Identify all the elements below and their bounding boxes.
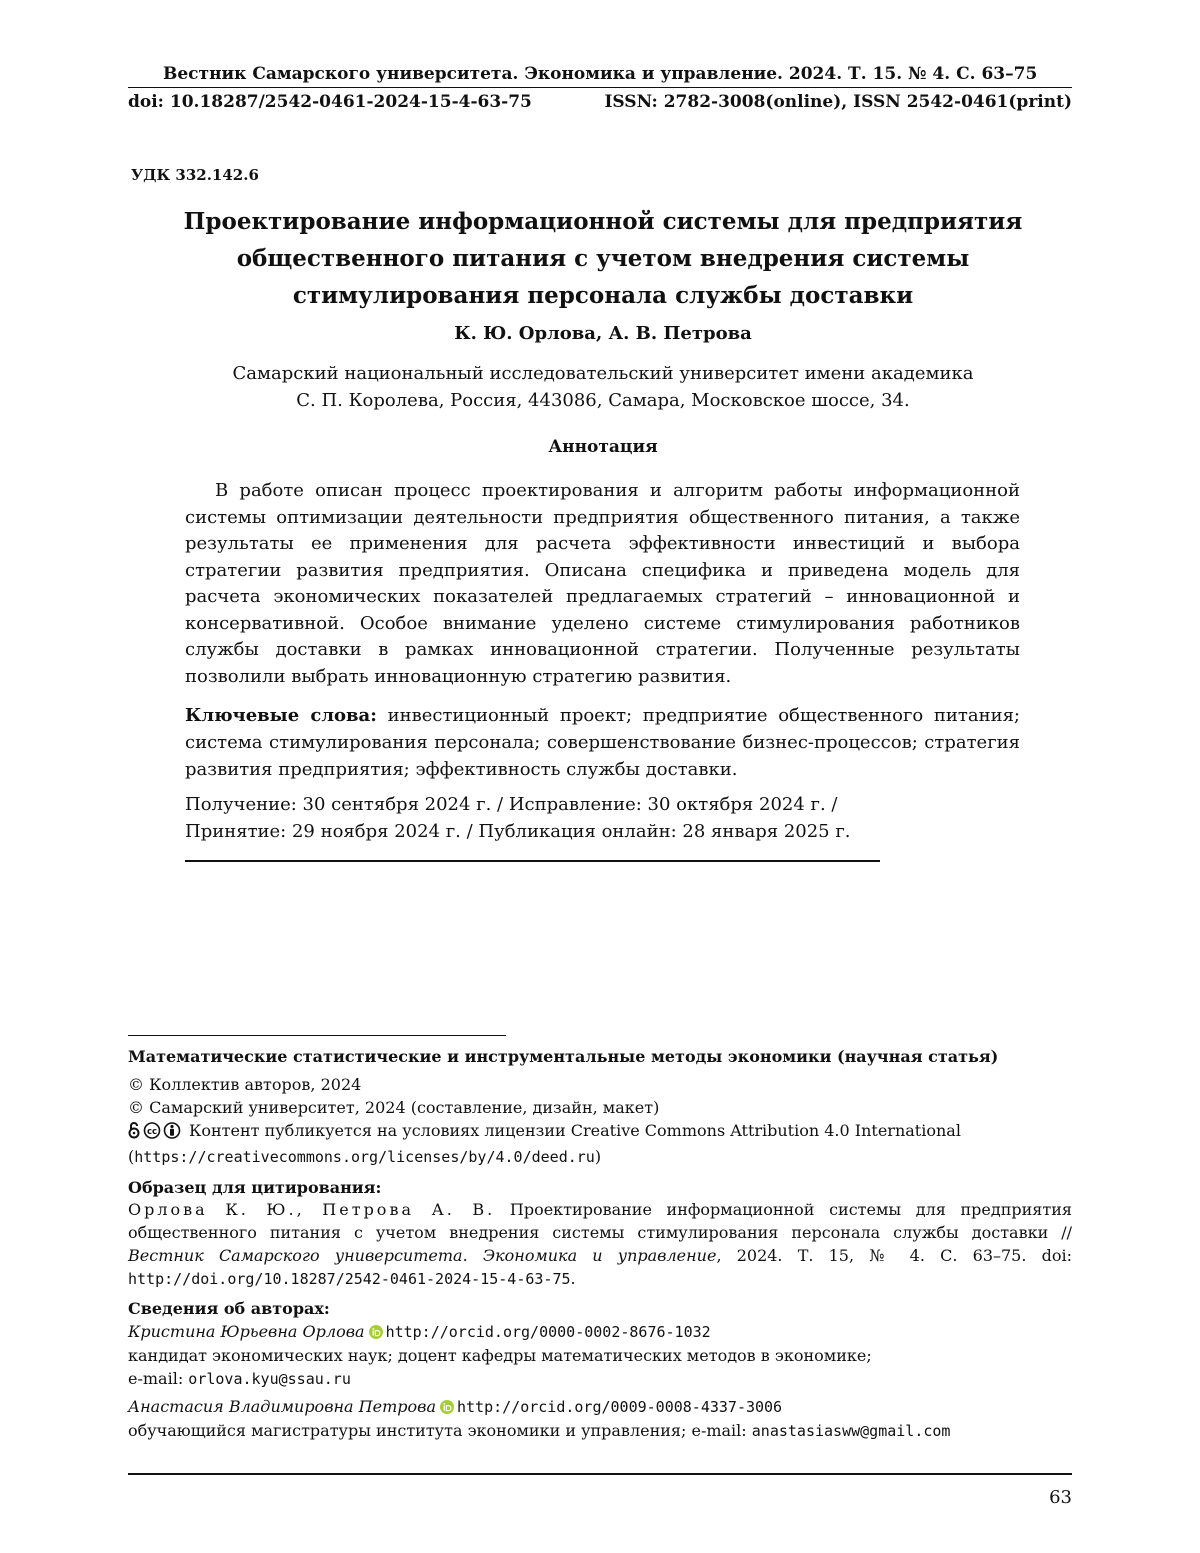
citation-tail: , 2024. Т. 15, № 4. С. 63–75. doi: bbox=[716, 1246, 1072, 1265]
article-page bbox=[0, 0, 1200, 1553]
citation-heading: Образец для цитирования: bbox=[128, 1176, 1072, 1199]
abstract-rule bbox=[185, 860, 880, 862]
orcid-icon bbox=[440, 1400, 454, 1414]
paren-close: ) bbox=[595, 1147, 601, 1166]
open-access-icon bbox=[130, 1123, 139, 1138]
abstract-heading: Аннотация bbox=[128, 437, 1078, 457]
author2-name: Анастасия Владимировна Петрова bbox=[128, 1397, 436, 1416]
header-doi: doi: 10.18287/2542-0461-2024-15-4-63-75 bbox=[128, 92, 532, 112]
license-block bbox=[128, 1073, 1072, 1169]
orcid-icon bbox=[369, 1325, 383, 1339]
header-rule bbox=[128, 87, 1072, 88]
citation-journal: Вестник Самарского университета. Экономика и управление bbox=[128, 1246, 716, 1265]
dates-line: Принятие: 29 ноября 2024 г. / Публикация онлайн: 28 января 2025 г. bbox=[185, 818, 1020, 845]
title-line: общественного питания с учетом внедрения системы bbox=[128, 240, 1078, 277]
header-issn: ISSN: 2782-3008(online), ISSN 2542-0461(print) bbox=[604, 92, 1072, 112]
author2-email-link[interactable]: anastasiasww@gmail.com bbox=[752, 1422, 951, 1440]
page-bottom-rule bbox=[128, 1473, 1072, 1475]
affiliation-line: С. П. Королева, Россия, 443086, Самара, Московское шоссе, 34. bbox=[128, 387, 1078, 414]
article-authors: К. Ю. Орлова, А. В. Петрова bbox=[128, 323, 1078, 344]
abstract-text: В работе описан процесс проектирования и алгоритм работы информационной системы оптимизации деятельности предприятия общественного питания, а также результаты ее применения для расчета эффективности инвестиций и выбора стратегии развития предприятия. Описана специфика и приведена модель для расчета экономических показателей предлагаемых стратегий – инновационной и консервативной. Особое внимание уделено системе стимулирования работников службы доставки в рамках инновационной стратегии. Полученные результаты позволили выбрать инновационную стратегию развития. bbox=[185, 478, 1020, 690]
author1-position: кандидат экономических наук; доцент кафедры математических методов в экономике; bbox=[128, 1344, 1072, 1367]
cc-by-icon bbox=[128, 1122, 186, 1139]
keywords-label: Ключевые слова: bbox=[185, 705, 377, 726]
author1-line bbox=[128, 1320, 1072, 1344]
article-category: Математические статистические и инструментальные методы экономики (научная статья) bbox=[128, 1045, 1072, 1068]
by-icon bbox=[165, 1123, 180, 1138]
publication-dates bbox=[185, 791, 1020, 845]
citation-text bbox=[128, 1198, 1072, 1291]
affiliation-line: Самарский национальный исследовательский университет имени академика bbox=[128, 360, 1078, 387]
author2-position: обучающийся магистратуры института экономики и управления; e-mail: bbox=[128, 1421, 752, 1440]
keywords-text: инвестиционный проект; предприятие общественного питания; система стимулирования персонала; совершенствование бизнес-процессов; стратегия развития предприятия; эффективность службы доставки. bbox=[185, 705, 1020, 780]
citation-title: Проектирование информационной системы для предприятия общественного питания с учетом внедрения системы стимулирования персонала службы доставки // bbox=[128, 1200, 1072, 1242]
cc-icons bbox=[128, 1122, 186, 1145]
citation-doi-link[interactable]: http://doi.org/10.18287/2542-0461-2024-15-4-63-75 bbox=[128, 1270, 571, 1288]
footnote-rule bbox=[128, 1035, 506, 1036]
affiliation bbox=[128, 360, 1078, 414]
dates-line: Получение: 30 сентября 2024 г. / Исправление: 30 октября 2024 г. / bbox=[185, 791, 1020, 818]
title-line: стимулирования персонала службы доставки bbox=[128, 277, 1078, 314]
authors-info-heading: Сведения об авторах: bbox=[128, 1297, 1072, 1320]
copyright-authors: © Коллектив авторов, 2024 bbox=[128, 1073, 1072, 1096]
email-label: e-mail: bbox=[128, 1369, 188, 1388]
title-line: Проектирование информационной системы для предприятия bbox=[128, 203, 1078, 240]
license-line bbox=[128, 1119, 1072, 1145]
author2-orcid-link[interactable]: http://orcid.org/0009-0008-4337-3006 bbox=[457, 1398, 782, 1416]
authors-info bbox=[128, 1320, 1072, 1443]
author1-name: Кристина Юрьевна Орлова bbox=[128, 1322, 365, 1341]
cc-icon bbox=[145, 1123, 160, 1138]
svg-text:cc: cc bbox=[147, 1127, 157, 1137]
author2-position-line bbox=[128, 1419, 1072, 1443]
author1-orcid-link[interactable]: http://orcid.org/0000-0002-8676-1032 bbox=[386, 1323, 711, 1341]
citation-authors: Орлова К. Ю., Петрова А. В. bbox=[128, 1200, 495, 1219]
license-url-line bbox=[128, 1145, 1072, 1169]
author2-line bbox=[128, 1395, 1072, 1419]
journal-header: Вестник Самарского университета. Экономика и управление. 2024. Т. 15. № 4. С. 63–75 bbox=[163, 64, 1053, 84]
keywords bbox=[185, 702, 1020, 783]
author1-email-link[interactable]: orlova.kyu@ssau.ru bbox=[188, 1370, 351, 1388]
paren-open: ( bbox=[128, 1147, 134, 1166]
license-url-link[interactable]: https://creativecommons.org/licenses/by/4.0/deed.ru bbox=[134, 1148, 595, 1166]
article-title bbox=[128, 203, 1078, 314]
udk-code: УДК 332.142.6 bbox=[131, 166, 259, 184]
copyright-university: © Самарский университет, 2024 (составление, дизайн, макет) bbox=[128, 1096, 1072, 1119]
citation-end: . bbox=[571, 1269, 576, 1288]
page-number: 63 bbox=[1049, 1487, 1072, 1508]
license-text: Контент публикуется на условиях лицензии Creative Commons Attribution 4.0 International bbox=[189, 1121, 961, 1140]
author1-email-line bbox=[128, 1367, 1072, 1391]
